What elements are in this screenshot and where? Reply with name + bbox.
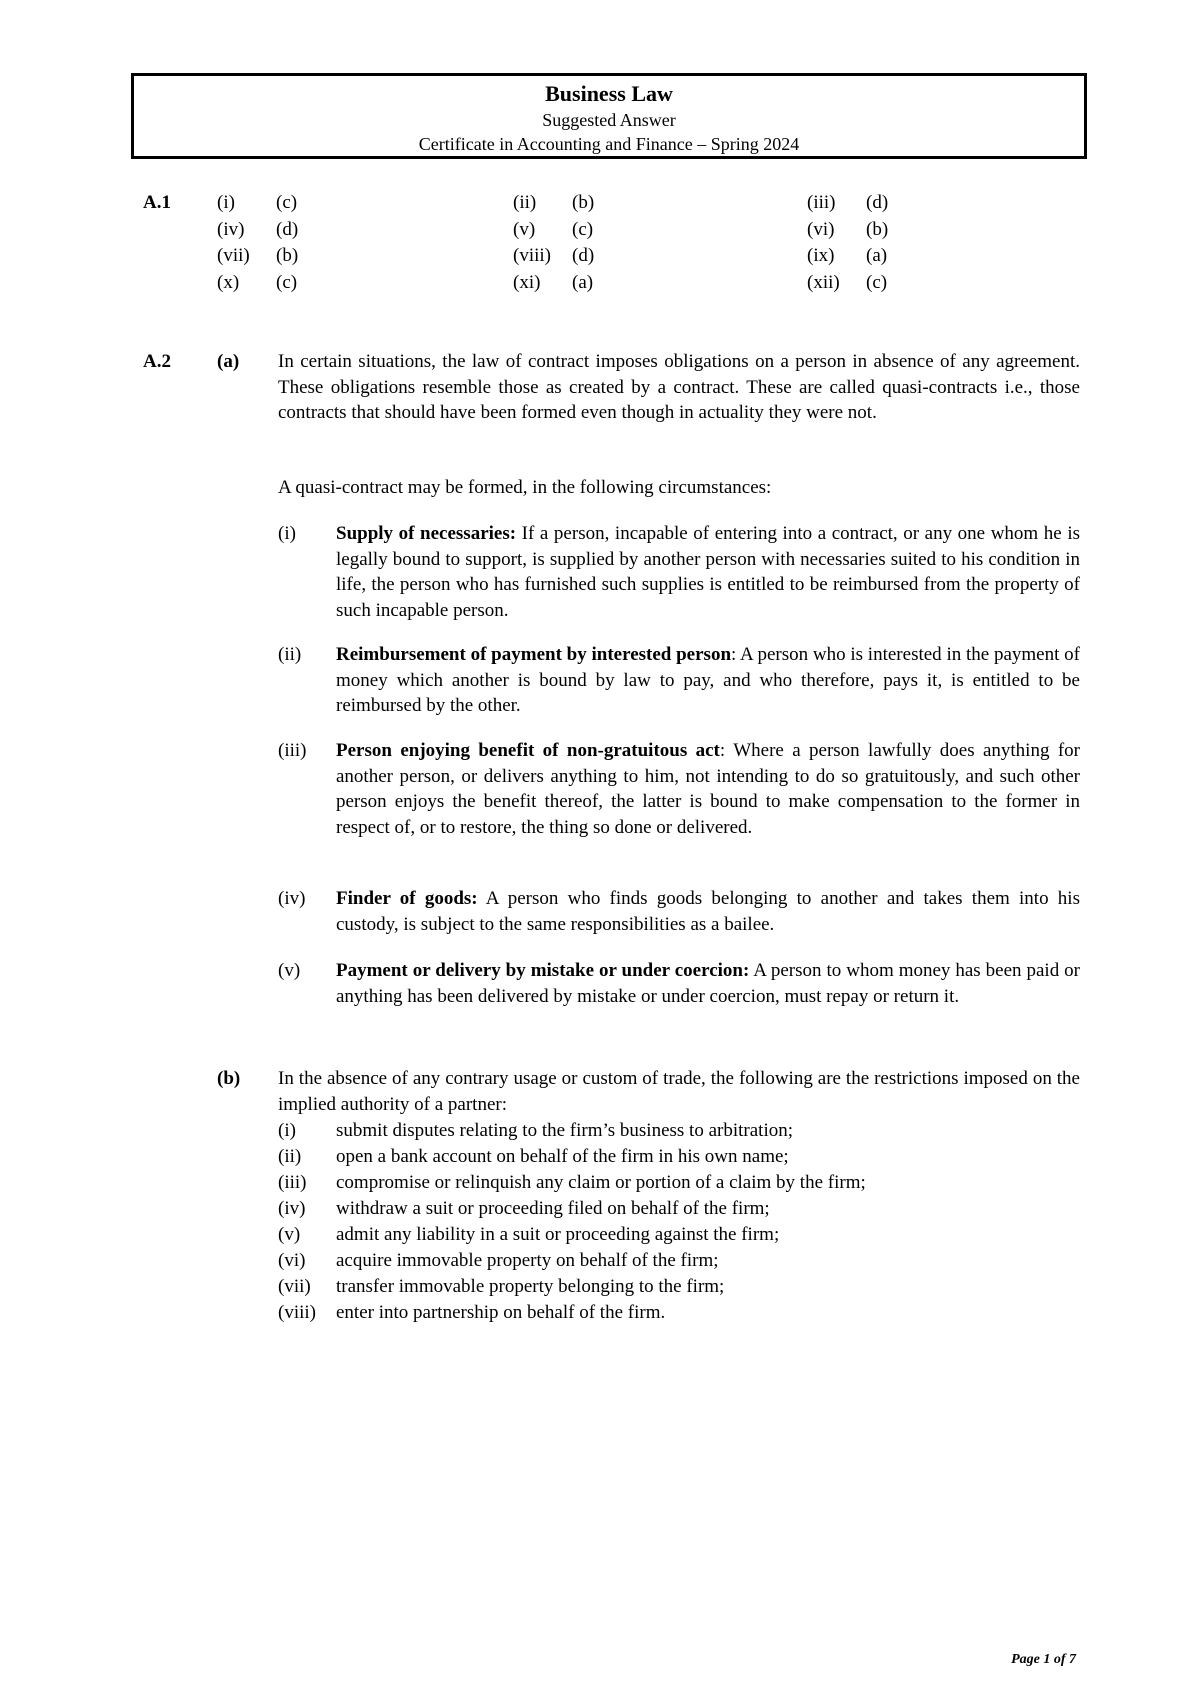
item-number: (i): [278, 523, 296, 544]
item-title: Person enjoying benefit of non-gratuitous act: [336, 740, 720, 761]
answer-number: (vi): [807, 218, 835, 240]
item-number: (v): [278, 960, 301, 981]
answer-choice: (a): [866, 245, 888, 266]
item-number: (v): [278, 1224, 301, 1245]
answer-number: (viii): [513, 245, 551, 266]
page-number: Page 1 of 7: [1011, 1652, 1076, 1667]
item-number: (vii): [278, 1276, 311, 1297]
item-number: (iii): [278, 1172, 307, 1193]
part-a-lead: A quasi-contract may be formed, in the following circumstances:: [278, 477, 772, 498]
answer-number: (iii): [807, 192, 836, 213]
answer-number: (vii): [217, 245, 250, 266]
item-number: (i): [278, 1120, 296, 1141]
item-text: admit any liability in a suit or proceeding against the firm;: [336, 1224, 780, 1245]
item-text: withdraw a suit or proceeding filed on behalf of the firm;: [336, 1198, 770, 1219]
question-label-a1: A.1: [143, 192, 171, 213]
item-title: Payment or delivery by mistake or under coercion:: [336, 960, 750, 981]
part-b-intro: In the absence of any contrary usage or custom of trade, the following are the restrictions imposed on the implied authority of a partner:: [278, 1068, 1080, 1115]
answer-number: (xii): [807, 271, 840, 293]
question-label-a2: A.2: [143, 351, 171, 372]
answer-choice: (c): [276, 192, 298, 213]
answer-choice: (c): [866, 271, 888, 293]
answer-choice: (d): [276, 218, 299, 240]
item-text: A person to whom money has been paid or anything has been delivered by mistake or under coercion, must repay or return it.: [336, 960, 1080, 1007]
exam-name: Certificate in Accounting and Finance – Spring 2024: [418, 134, 800, 154]
answer-choice: (a): [572, 271, 594, 293]
item-number: (iv): [278, 1198, 306, 1219]
item-number: (ii): [278, 1146, 302, 1167]
item-text: enter into partnership on behalf of the firm.: [336, 1302, 666, 1323]
answer-number: (ii): [513, 192, 537, 213]
part-label-a: (a): [217, 351, 240, 372]
answer-choice: (b): [572, 192, 595, 213]
part-a-intro: In certain situations, the law of contract imposes obligations on a person in absence of any agreement. These obligations resemble those as created by a contract. These are called quasi-contracts i.e., those contracts that should have been formed even though in actuality they were not.: [278, 351, 1080, 423]
answer-number: (iv): [217, 218, 245, 240]
item-body: [336, 738, 1080, 840]
item-number: (vi): [278, 1250, 306, 1271]
item-text: A person who finds goods belonging to another and takes them into his custody, is subject to the same responsibilities as a bailee.: [336, 888, 1080, 935]
answer-number: (i): [217, 192, 235, 213]
answer-number: (xi): [513, 271, 541, 293]
item-text: If a person, incapable of entering into a contract, or any one whom he is legally bound to support, is supplied by another person with necessaries suited to his condition in life, the person who has furnished such supplies is entitled to be reimbursed from the property of such incapable person.: [336, 523, 1080, 621]
part-label-b: (b): [217, 1068, 241, 1089]
item-text: transfer immovable property belonging to the firm;: [336, 1276, 725, 1297]
answer-choice: (d): [572, 245, 595, 266]
item-text: : A person who is interested in the payment of money which another is bound by law to pay, and who therefore, pays it, is entitled to be reimbursed by the other.: [336, 644, 1080, 716]
answer-choice: (c): [572, 218, 594, 240]
item-title: Finder of goods:: [336, 888, 478, 909]
answer-number: (ix): [807, 245, 835, 266]
answer-choice: (d): [866, 192, 889, 213]
answer-number: (v): [513, 218, 536, 240]
item-body: [336, 886, 1080, 937]
item-body: [336, 642, 1080, 719]
item-number: (ii): [278, 644, 302, 665]
item-number: (iv): [278, 888, 306, 909]
item-body: [336, 521, 1080, 623]
answer-choice: (b): [866, 218, 889, 240]
answer-number: (x): [217, 271, 240, 293]
item-text: acquire immovable property on behalf of the firm;: [336, 1250, 719, 1271]
header-box: [131, 73, 1087, 159]
answer-choice: (c): [276, 271, 298, 293]
document-title: Business Law: [545, 81, 673, 106]
item-title: Reimbursement of payment by interested person: [336, 644, 732, 665]
item-number: (iii): [278, 740, 307, 761]
item-text: submit disputes relating to the firm’s business to arbitration;: [336, 1120, 794, 1141]
answer-choice: (b): [276, 245, 299, 266]
item-text: compromise or relinquish any claim or portion of a claim by the firm;: [336, 1172, 866, 1193]
document-subtitle: Suggested Answer: [542, 110, 676, 130]
item-number: (viii): [278, 1302, 316, 1323]
item-title: Supply of necessaries:: [336, 523, 517, 544]
item-text: : Where a person lawfully does anything for another person, or delivers anything to him, not intending to do so gratuitously, and such other person enjoys the benefit thereof, the latter is bound to make compensation to the former in respect of, or to restore, the thing so done or delivered.: [336, 740, 1080, 838]
item-body: [336, 958, 1080, 1009]
item-text: open a bank account on behalf of the firm in his own name;: [336, 1146, 789, 1167]
